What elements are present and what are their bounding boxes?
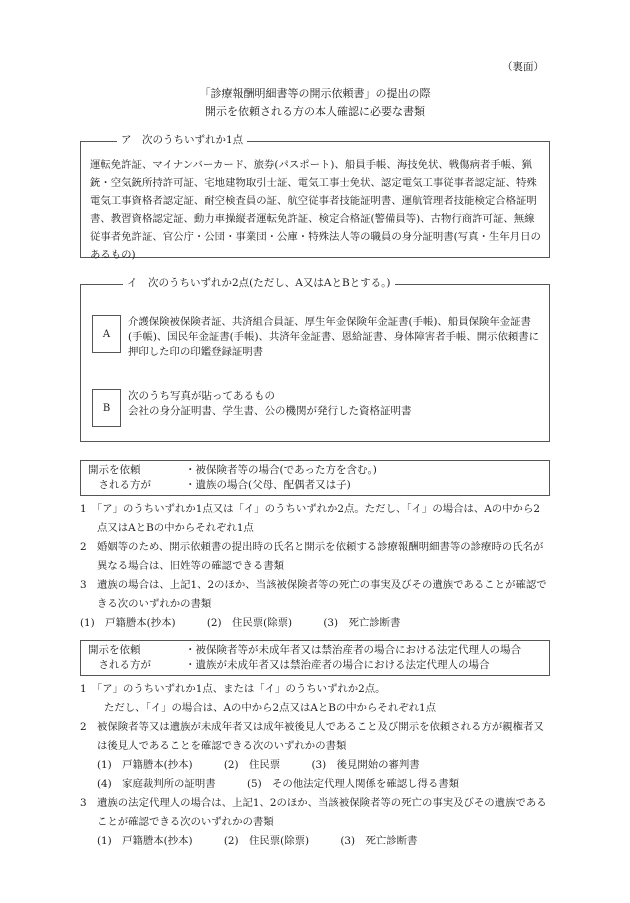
notes-1-item-3: 3 遺族の場合は、上記1、2のほか、当該被保険者等の死亡の事実及びその遺族であることが確認できる次のいずれかの書類 [80, 579, 547, 610]
notes-2-item-3: 3 遺族の法定代理人の場合は、上記1、2のほか、当該被保険者等の死亡の事実及びその遺族であることが確認できる次のいずれかの書類 [80, 797, 547, 828]
notes-1 [80, 500, 550, 633]
requester-box-1 [80, 460, 550, 496]
notes-2-final-doc-1: (1) 戸籍謄本(抄本) [97, 835, 193, 847]
notes-2-doc-3: (3) 後見開始の審判書 [311, 759, 420, 771]
notes-2 [80, 680, 550, 851]
notes-2-final-doc-3: (3) 死亡診断書 [340, 835, 418, 847]
notes-1-doc-1: (1) 戸籍謄本(抄本) [80, 617, 176, 629]
notes-1-doc-3: (3) 死亡診断書 [323, 617, 401, 629]
requester-1-case1: ・被保険者等の場合(であった方を含む。) [185, 464, 377, 476]
requester-2-case2: ・遺族が未成年者又は禁治産者の場合における法定代理人の場合 [185, 659, 490, 671]
notes-1-item-2: 2 婚姻等のため、開示依頼書の提出時の氏名と開示を依頼する診療報酬明細書等の診療時の氏名が異なる場合は、旧姓等の確認できる書類 [80, 541, 544, 572]
requester-box-2 [80, 640, 550, 676]
section-a-box [80, 134, 550, 261]
requester-2-label1: 開示を依頼 [88, 644, 141, 656]
notes-2-item-1: 1 「ア」のうちいずれか1点、または「イ」のうちいずれか2点。 [80, 683, 386, 695]
item-a-text: 介護保険被保険者証、共済組合員証、厚生年金保険年金証書(手帳)、船員保険年金証書(手帳)、国民年金証書(手帳)、共済年金証書、恩給証書、身体障害者手帳、開示依頼書に押印した印の印鑑登録証明書 [128, 316, 540, 358]
requester-1-case2: ・遺族の場合(父母、配偶者又は子) [185, 479, 351, 491]
section-i-legend: イ 次のうちいずれか2点(ただし、A又はAとBとする。) [123, 276, 395, 292]
item-a-label: A [92, 315, 121, 353]
notes-2-doc-5: (5) その他法定代理人関係を確認し得る書類 [246, 778, 460, 790]
section-a-text: 運転免許証、マイナンバーカード、旅券(パスポート)、船員手帳、海技免状、戦傷病者手帳、猟銃・空気銃所持許可証、宅地建物取引士証、電気工事士免状、認定電気工事従事者認定証、特殊電気工事資格者認定証、耐空検査員の証、航空従事者技能証明書、運航管理者技能検定合格証明書、教習資格認定証、動力車操縦者運転免許証、検定合格証(警備員等)、古物行商許可証、無線従事者免許証、官公庁・公団・事業団・公庫・特殊法人等の職員の身分証明書(写真・生年月日のあるもの) [90, 159, 541, 261]
page-side-label: （裏面） [502, 61, 544, 73]
requester-1-label1: 開示を依頼 [88, 464, 141, 476]
notes-1-doc-2: (2) 住民票(除票) [206, 617, 293, 629]
requester-2-label2: される方が [88, 659, 151, 671]
notes-2-item-2: 2 被保険者等又は遺族が未成年者又は成年被後見人であること及び開示を依頼される方が親権者又は後見人であることを確認できる次のいずれかの書類 [80, 721, 544, 752]
notes-2-doc-1: (1) 戸籍謄本(抄本) [97, 759, 193, 771]
notes-2-doc-4: (4) 家庭裁判所の証明書 [97, 778, 216, 790]
requester-2-case1: ・被保険者等が未成年者又は禁治産者の場合における法定代理人の場合 [185, 644, 521, 656]
page-title: 「診療報酬明細書等の開示依頼書」の提出の際 [199, 87, 431, 100]
page-subtitle: 開示を依頼される方の本人確認に必要な書類 [205, 105, 425, 118]
item-b-line1: 次のうち写真が貼ってあるもの [128, 390, 275, 402]
notes-1-item-1: 1 「ア」のうちいずれか1点又は「イ」のうちいずれか2点。ただし、「イ」の場合は、Aの中から2点又はAとBの中からそれぞれ1点 [80, 503, 540, 534]
item-b-label: B [92, 389, 121, 427]
notes-2-doc-2: (2) 住民票 [223, 759, 281, 771]
item-b-line2: 会社の身分証明書、学生書、公の機関が発行した資格証明書 [128, 405, 412, 417]
section-a-legend: ア 次のうちいずれか1点 [117, 133, 247, 149]
requester-1-label2: される方が [88, 479, 151, 491]
notes-2-final-doc-2: (2) 住民票(除票) [223, 835, 310, 847]
section-i-box [80, 277, 550, 442]
notes-2-item-1b: ただし、「イ」の場合は、Aの中から2点又はAとBの中からそれぞれ1点 [104, 702, 436, 714]
